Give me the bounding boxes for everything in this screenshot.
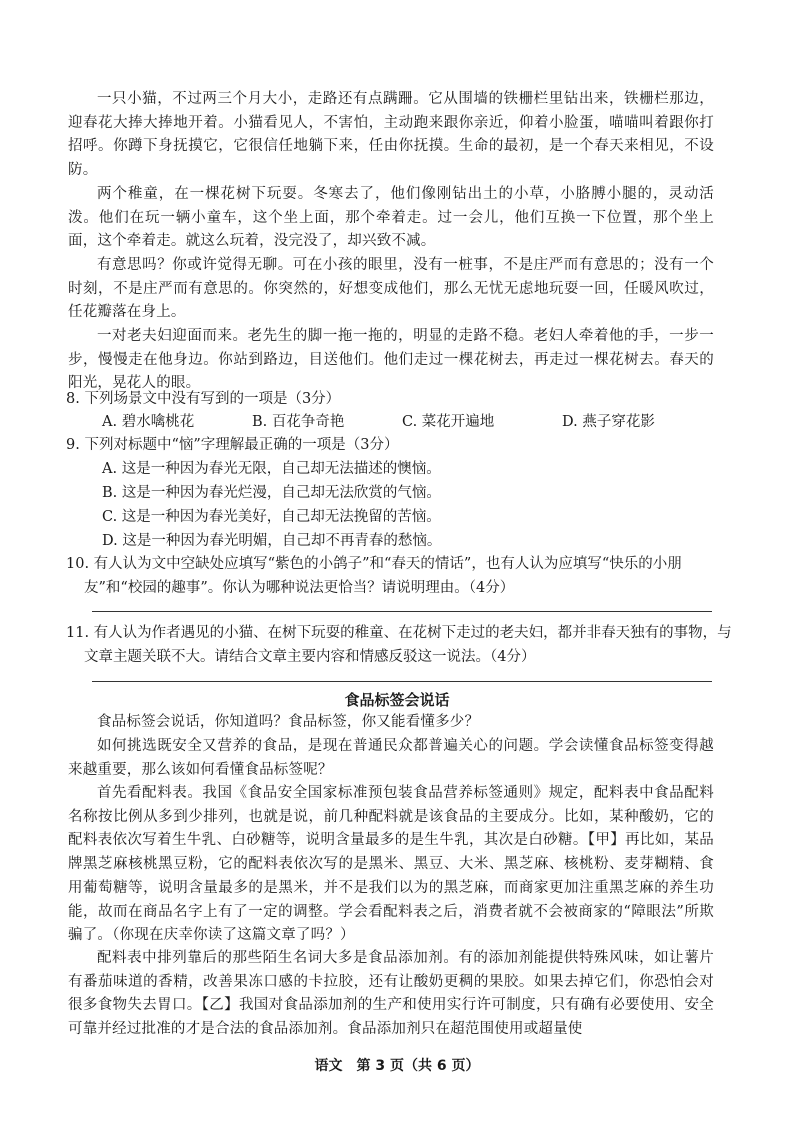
question-8-stem: 8. 下列场景文中没有写到的一项是（3分） [66, 391, 341, 407]
article-paragraph-4: 配料表中排列靠后的那些陌生名词大多是食品添加剂。有的添加剂能提供特殊风味，如让薯片有番茄味道的香精，改善果冻口感的卡拉胶，还有让酸奶更稠的果胶。如果去掉它们，你恐怕会对很多食物失去胃口。【乙】我国对食品添加剂的生产和使用实行许可制度，只有确有必要使用、安全可靠并经过批准的才是合法的食品添加剂。食品添加剂只在超范围使用或超量使 [68, 950, 714, 1038]
question-8-option-b: B. 百花争奇艳 [252, 414, 345, 430]
article-paragraph-3: 首先看配料表。我国《食品安全国家标准预包装食品营养标签通则》规定，配料表中食品配料名称按比例从多到少排列，也就是说，前几种配料就是该食品的主要成分。比如，某种酸奶，它的配料表依次写着生牛乳、白砂糖等，说明含量最多的是生牛乳，其次是白砂糖。【甲】再比如，某品牌黑芝麻核桃黑豆粉，它的配料表依次写的是黑米、黑豆、大米、黑芝麻、核桃粉、麦芽糊精、食用葡萄糖等，说明含量最多的是黑米，并不是我们以为的黑芝麻，而商家更加注重黑芝麻的养生功能，故而在商品名字上有了一定的调整。学会看配料表之后，消费者就不会被商家的“障眼法”所欺骗了。（你现在庆幸你读了这篇文章了吗？） [68, 785, 714, 944]
answer-line-11 [92, 681, 712, 682]
passage-paragraph-3: 有意思吗？你或许觉得无聊。可在小孩的眼里，没有一桩事，不是庄严而有意思的；没有一个时刻，不是庄严而有意思的。你突然的，好想变成他们，那么无忧无虑地玩耍一回，任暖风吹过，任花瓣落在身上。 [68, 257, 714, 321]
question-8-option-c: C. 菜花开遍地 [402, 414, 495, 430]
question-8-option-a: A. 碧水噙桃花 [102, 414, 195, 430]
question-9-option-b: B. 这是一种因为春光烂漫，自己却无法欣赏的气恼。 [102, 485, 441, 501]
question-8-option-d: D. 燕子穿花影 [562, 414, 655, 430]
question-8-options [102, 411, 702, 435]
question-9-stem: 9. 下列对标题中“恼”字理解最正确的一项是（3分） [66, 437, 399, 453]
passage-paragraph-4: 一对老夫妇迎面而来。老先生的脚一拖一拖的，明显的走路不稳。老妇人牵着他的手，一步一步，慢慢走在他身边。你站到路边，目送他们。他们走过一棵花树去，再走过一棵花树去。春天的阳光，晃花人的眼。 [68, 328, 714, 392]
answer-line-10 [92, 611, 712, 612]
page-footer: 语文 第 3 页（共 6 页） [314, 1058, 480, 1074]
question-9-option-a: A. 这是一种因为春光无限，自己却无法描述的懊恼。 [102, 461, 441, 477]
article-title: 食品标签会说话 [344, 691, 450, 709]
question-9-option-d: D. 这是一种因为春光明媚，自己却不再青春的愁恼。 [102, 533, 442, 549]
passage-paragraph-2: 两个稚童，在一棵花树下玩耍。冬寒去了，他们像刚钻出土的小草，小胳膊小腿的，灵动活泼。他们在玩一辆小童车，这个坐上面，那个牵着走。过一会儿，他们互换一下位置，那个坐上面，这个牵着走。就这么玩着，没完没了，却兴致不减。 [68, 186, 714, 250]
question-9-option-c: C. 这是一种因为春光美好，自己却无法挽留的苦恼。 [102, 509, 441, 525]
question-10: 10. 有人认为文中空缺处应填写“紫色的小鸽子”和“春天的情话”，也有人认为应填写“快乐的小朋友”和“校园的趣事”。你认为哪种说法更恰当？请说明理由。（4分） [66, 556, 682, 596]
article-paragraph-1: 食品标签会说话，你知道吗？食品标签，你又能看懂多少？ [97, 714, 480, 730]
question-11: 11. 有人认为作者遇见的小猫、在树下玩耍的稚童、在花树下走过的老夫妇，都并非春天独有的事物，与文章主题关联不大。请结合文章主要内容和情感反驳这一说法。（4分） [66, 625, 732, 665]
article-paragraph-2: 如何挑选既安全又营养的食品，是现在普通民众都普遍关心的问题。学会读懂食品标签变得越来越重要，那么该如何看懂食品标签呢？ [68, 738, 714, 778]
passage-paragraph-1: 一只小猫，不过两三个月大小，走路还有点蹒跚。它从围墙的铁栅栏里钻出来，铁栅栏那边，迎春花大捧大捧地开着。小猫看见人，不害怕，主动跑来跟你亲近，仰着小脸蛋，喵喵叫着跟你打招呼。你蹲下身抚摸它，它很信任地躺下来，任由你抚摸。生命的最初，是一个春天来相见，不设防。 [68, 91, 714, 179]
